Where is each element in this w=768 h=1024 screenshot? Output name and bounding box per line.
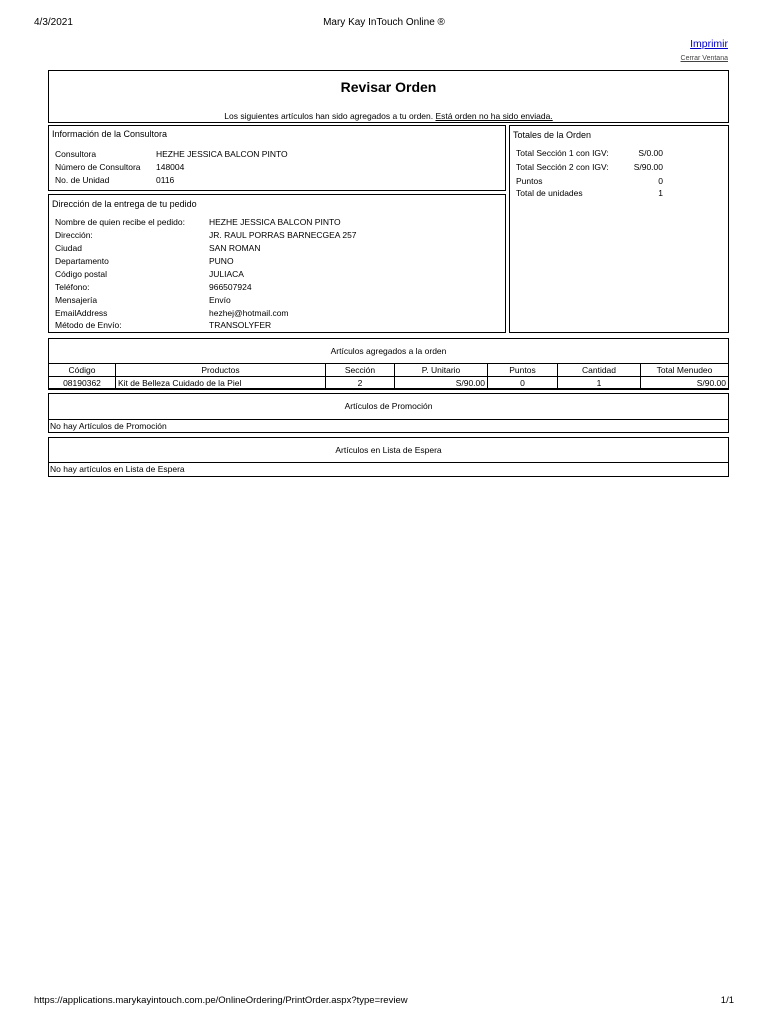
waitlist-box	[48, 437, 729, 477]
items-added-title: Artículos agregados a la orden	[330, 346, 447, 356]
address-value: JR. RAUL PORRAS BARNECGEA 257	[209, 230, 357, 240]
promotion-box	[48, 393, 729, 433]
address-label: Dirección:	[55, 230, 93, 240]
waitlist-divider	[49, 462, 728, 463]
shipping-method-value: TRANSOLYFER	[209, 320, 272, 330]
postal-code-value: JULIACA	[209, 269, 244, 279]
consultant-name-value: HEZHE JESSICA BALCON PINTO	[156, 149, 288, 159]
unit-number-value: 0116	[156, 175, 175, 185]
col-code: Código	[49, 364, 116, 377]
print-page-count: 1/1	[720, 995, 734, 1006]
promotion-empty-text: No hay Artículos de Promoción	[50, 421, 167, 431]
delivery-address-title: Dirección de la entrega de tu pedido	[52, 199, 197, 209]
promotion-divider	[49, 419, 728, 420]
item-code: 08190362	[49, 377, 116, 390]
items-added-box	[48, 338, 729, 389]
order-totals-title: Totales de la Orden	[513, 130, 592, 140]
print-page-title: Mary Kay InTouch Online ®	[323, 17, 445, 28]
points-label: Puntos	[516, 176, 543, 186]
item-retail-total: S/90.00	[641, 377, 729, 390]
points-value: 0	[658, 176, 663, 186]
department-value: PUNO	[209, 256, 234, 266]
col-points: Puntos	[488, 364, 558, 377]
order-totals-box	[509, 125, 729, 333]
items-table	[48, 363, 729, 390]
item-quantity: 1	[558, 377, 641, 390]
consultant-info-title: Información de la Consultora	[52, 129, 168, 139]
recipient-label: Nombre de quien recibe el pedido:	[55, 217, 185, 227]
total-section2-value: S/90.00	[633, 162, 663, 172]
postal-code-label: Código postal	[55, 269, 107, 279]
consultant-number-label: Número de Consultora	[55, 162, 141, 172]
col-section: Sección	[326, 364, 395, 377]
page-title: Revisar Orden	[340, 79, 437, 95]
email-value: hezhej@hotmail.com	[209, 308, 289, 318]
total-section1-value: S/0.00	[638, 148, 663, 158]
unit-number-label: No. de Unidad	[55, 175, 110, 185]
review-header-box	[48, 70, 729, 123]
delivery-address-box	[48, 194, 506, 333]
items-table-wrap	[48, 363, 729, 390]
consultant-number-value: 148004	[156, 162, 185, 172]
total-section2-label: Total Sección 2 con IGV:	[516, 162, 609, 172]
department-label: Departamento	[55, 256, 109, 266]
item-section: 2	[326, 377, 395, 390]
close-window-link[interactable]: Cerrar Ventana	[680, 55, 728, 62]
items-table-header	[49, 364, 729, 377]
print-link[interactable]: Imprimir	[690, 38, 728, 50]
total-units-label: Total de unidades	[516, 188, 583, 198]
recipient-value: HEZHE JESSICA BALCON PINTO	[209, 217, 341, 227]
consultant-name-label: Consultora	[55, 149, 97, 159]
phone-label: Teléfono:	[55, 282, 90, 292]
shipping-method-label: Método de Envío:	[55, 320, 122, 330]
print-date: 4/3/2021	[34, 17, 73, 28]
courier-value: Envío	[209, 295, 231, 305]
col-products: Productos	[116, 364, 326, 377]
item-points: 0	[488, 377, 558, 390]
order-notice-text: Los siguientes artículos han sido agregados a tu orden.	[224, 111, 434, 121]
total-section1-label: Total Sección 1 con IGV:	[516, 148, 609, 158]
city-value: SAN ROMAN	[209, 243, 261, 253]
print-url: https://applications.marykayintouch.com.pe/OnlineOrdering/PrintOrder.aspx?type=review	[34, 995, 408, 1006]
table-row	[49, 377, 729, 390]
total-units-value: 1	[658, 188, 663, 198]
courier-label: Mensajería	[55, 295, 98, 305]
item-product: Kit de Belleza Cuidado de la Piel	[116, 377, 326, 390]
col-retail-total: Total Menudeo	[641, 364, 729, 377]
phone-value: 966507924	[209, 282, 252, 292]
promotion-title: Artículos de Promoción	[344, 401, 433, 411]
consultant-info-box	[48, 125, 506, 191]
order-notice	[49, 111, 728, 121]
email-label: EmailAddress	[55, 308, 108, 318]
waitlist-title: Artículos en Lista de Espera	[335, 445, 442, 455]
col-quantity: Cantidad	[558, 364, 641, 377]
order-not-sent-text: Está orden no ha sido enviada.	[435, 111, 553, 121]
waitlist-empty-text: No hay artículos en Lista de Espera	[50, 464, 185, 474]
col-unit-price: P. Unitario	[395, 364, 488, 377]
item-unit-price: S/90.00	[395, 377, 488, 390]
city-label: Ciudad	[55, 243, 82, 253]
